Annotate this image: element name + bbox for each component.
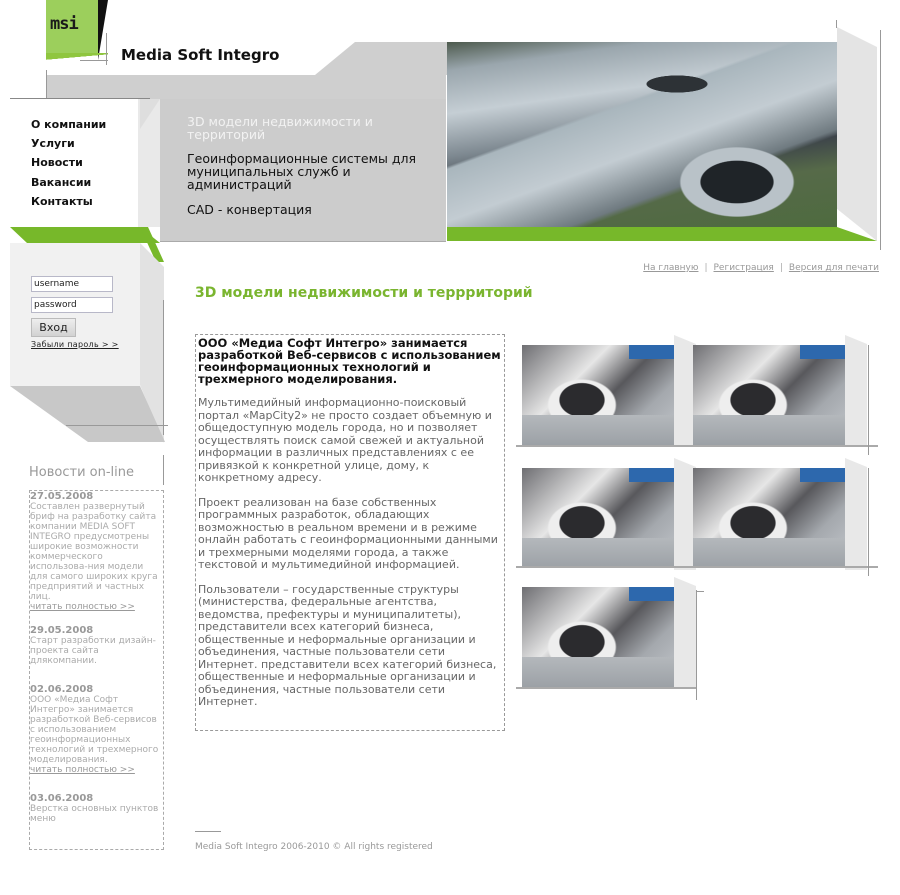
- thumb-side-decoration: [845, 335, 867, 447]
- news-date: 27.05.2008: [30, 491, 94, 502]
- sky-decoration: [800, 345, 845, 359]
- print-version-link[interactable]: Версия для печати: [788, 263, 879, 273]
- logo[interactable]: [46, 0, 98, 53]
- article-paragraph: Мультимедийный информационно-поисковый портал «MapCity2» не просто создает объемную и общедоступную модель города, но и позволяет осуществлять поиск самой свежей и актуальной информации в различных представлениях с ее привязкой к конкретной улице, дому, к конкретному адресу.: [198, 396, 492, 484]
- decor-line: [66, 425, 168, 426]
- decor-line: [80, 60, 108, 61]
- sky-decoration: [629, 345, 674, 359]
- read-more-link[interactable]: читать полностью >>: [30, 602, 135, 612]
- username-input[interactable]: username: [31, 276, 113, 292]
- gallery-thumbnail-2[interactable]: [693, 345, 845, 445]
- decor-line: [516, 687, 696, 689]
- service-cad[interactable]: CAD - конвертация: [187, 202, 312, 217]
- login-form: [10, 243, 140, 386]
- hero-side-decoration: [837, 27, 877, 241]
- green-accent-band: [447, 227, 877, 241]
- gallery-thumbnail-3[interactable]: [522, 468, 674, 568]
- news-item: [30, 491, 162, 612]
- thumb-side-decoration: [845, 458, 867, 570]
- home-link[interactable]: На главную: [643, 263, 699, 273]
- hero-3d-architecture-image: [447, 42, 837, 227]
- news-item: [30, 684, 162, 775]
- news-text: Составлен развернутый бриф на разработку сайта компании MEDIA SOFT INTEGRO предусмотрены широкие возможности коммерческого использова-ния модели для самого широких круга предприятий и частных лиц.: [30, 502, 158, 602]
- separator: |: [704, 263, 708, 273]
- article-paragraph: Пользователи – государственные структуры (министерства, федеральные агентства, ведомства, префектуры и муниципалитеты), представители всех категорий бизнеса, общественные и неформальные организации и объединения, частные пользователи сети Интернет. представители всех категорий бизнеса, общественные и неформальные организации и объединения, частные пользователи сети Интернет.: [198, 582, 497, 708]
- decor-line: [880, 30, 881, 250]
- decor-line: [868, 468, 869, 576]
- decor-line: [163, 300, 164, 435]
- nav-item-vacancies[interactable]: Вакансии: [31, 176, 92, 189]
- sky-decoration: [629, 587, 674, 601]
- site-title: Media Soft Integro: [121, 46, 280, 64]
- green-accent-band: [10, 227, 160, 243]
- thumb-side-decoration: [674, 577, 696, 689]
- footer-divider: [195, 831, 221, 832]
- decor-line: [836, 20, 837, 28]
- service-gis[interactable]: Геоинформационные системы для муниципальных служб и администраций: [187, 151, 417, 192]
- article-content: [195, 334, 505, 731]
- news-title: Новости on-line: [29, 465, 134, 480]
- news-list: [30, 491, 162, 837]
- news-item: [30, 625, 162, 666]
- login-button[interactable]: Вход: [31, 318, 76, 337]
- news-date: 29.05.2008: [30, 625, 94, 636]
- nav-item-services[interactable]: Услуги: [31, 137, 75, 150]
- page-title: 3D модели недвижимости и террриторий: [195, 285, 533, 301]
- decor-line: [690, 445, 878, 447]
- nav-item-about[interactable]: О компании: [31, 118, 107, 131]
- separator: |: [779, 263, 783, 273]
- decor-line: [868, 345, 869, 455]
- news-date: 02.06.2008: [30, 684, 94, 695]
- decor-line: [696, 590, 697, 700]
- logo-text: msi: [50, 14, 78, 34]
- gallery-thumbnail-1[interactable]: [522, 345, 674, 445]
- news-text: ООО «Медиа Софт Интегро» занимается разработкой Веб-сервисов с использованием геоинформационных технологий и трехмерного моделирования.: [30, 695, 159, 765]
- services-slant-decoration: [140, 99, 160, 129]
- register-link[interactable]: Регистрация: [713, 263, 774, 273]
- login-shadow-decoration: [10, 386, 165, 442]
- decor-line: [696, 591, 704, 592]
- article-paragraph: Проект реализован на базе собственных программных разработок, обладающих возможностью в реальном времени и в режиме онлайн работать с геоинформационными данными и трехмерными моделями города, а также текстовой и мультимедийной информацией.: [198, 495, 498, 571]
- nav-item-news[interactable]: Новости: [31, 156, 83, 169]
- decor-line: [690, 566, 878, 568]
- gallery-thumbnail-4[interactable]: [693, 468, 845, 568]
- sky-decoration: [629, 468, 674, 482]
- utility-links: [643, 263, 879, 273]
- gallery-thumbnail-5[interactable]: [522, 587, 674, 687]
- service-3d-models[interactable]: 3D модели недвижимости и территорий: [187, 114, 373, 142]
- news-text: Верстка основных пунктов меню: [30, 804, 159, 824]
- decor-line: [516, 445, 696, 447]
- password-input[interactable]: password: [31, 297, 113, 313]
- news-item: [30, 793, 162, 824]
- decor-line: [46, 70, 47, 100]
- article-lead: ООО «Медиа Софт Интегро» занимается разработкой Веб-сервисов с использованием геоинформационных технологий и трехмерного моделирования.: [198, 336, 501, 386]
- decor-line: [516, 566, 696, 568]
- news-date: 03.06.2008: [30, 793, 94, 804]
- nav-item-contacts[interactable]: Контакты: [31, 195, 93, 208]
- read-more-link[interactable]: читать полностью >>: [30, 765, 135, 775]
- forgot-password-link[interactable]: Забыли пароль > >: [31, 340, 119, 349]
- decor-line: [163, 455, 164, 485]
- header-band-decoration: [355, 42, 447, 75]
- news-text: Старт разработки дизайн-проекта сайта длякомпании.: [30, 636, 156, 666]
- footer-copyright: Media Soft Integro 2006-2010 © All rights registered: [195, 842, 433, 852]
- header-band-decoration: [315, 42, 355, 75]
- sky-decoration: [800, 468, 845, 482]
- header-band: [46, 75, 446, 99]
